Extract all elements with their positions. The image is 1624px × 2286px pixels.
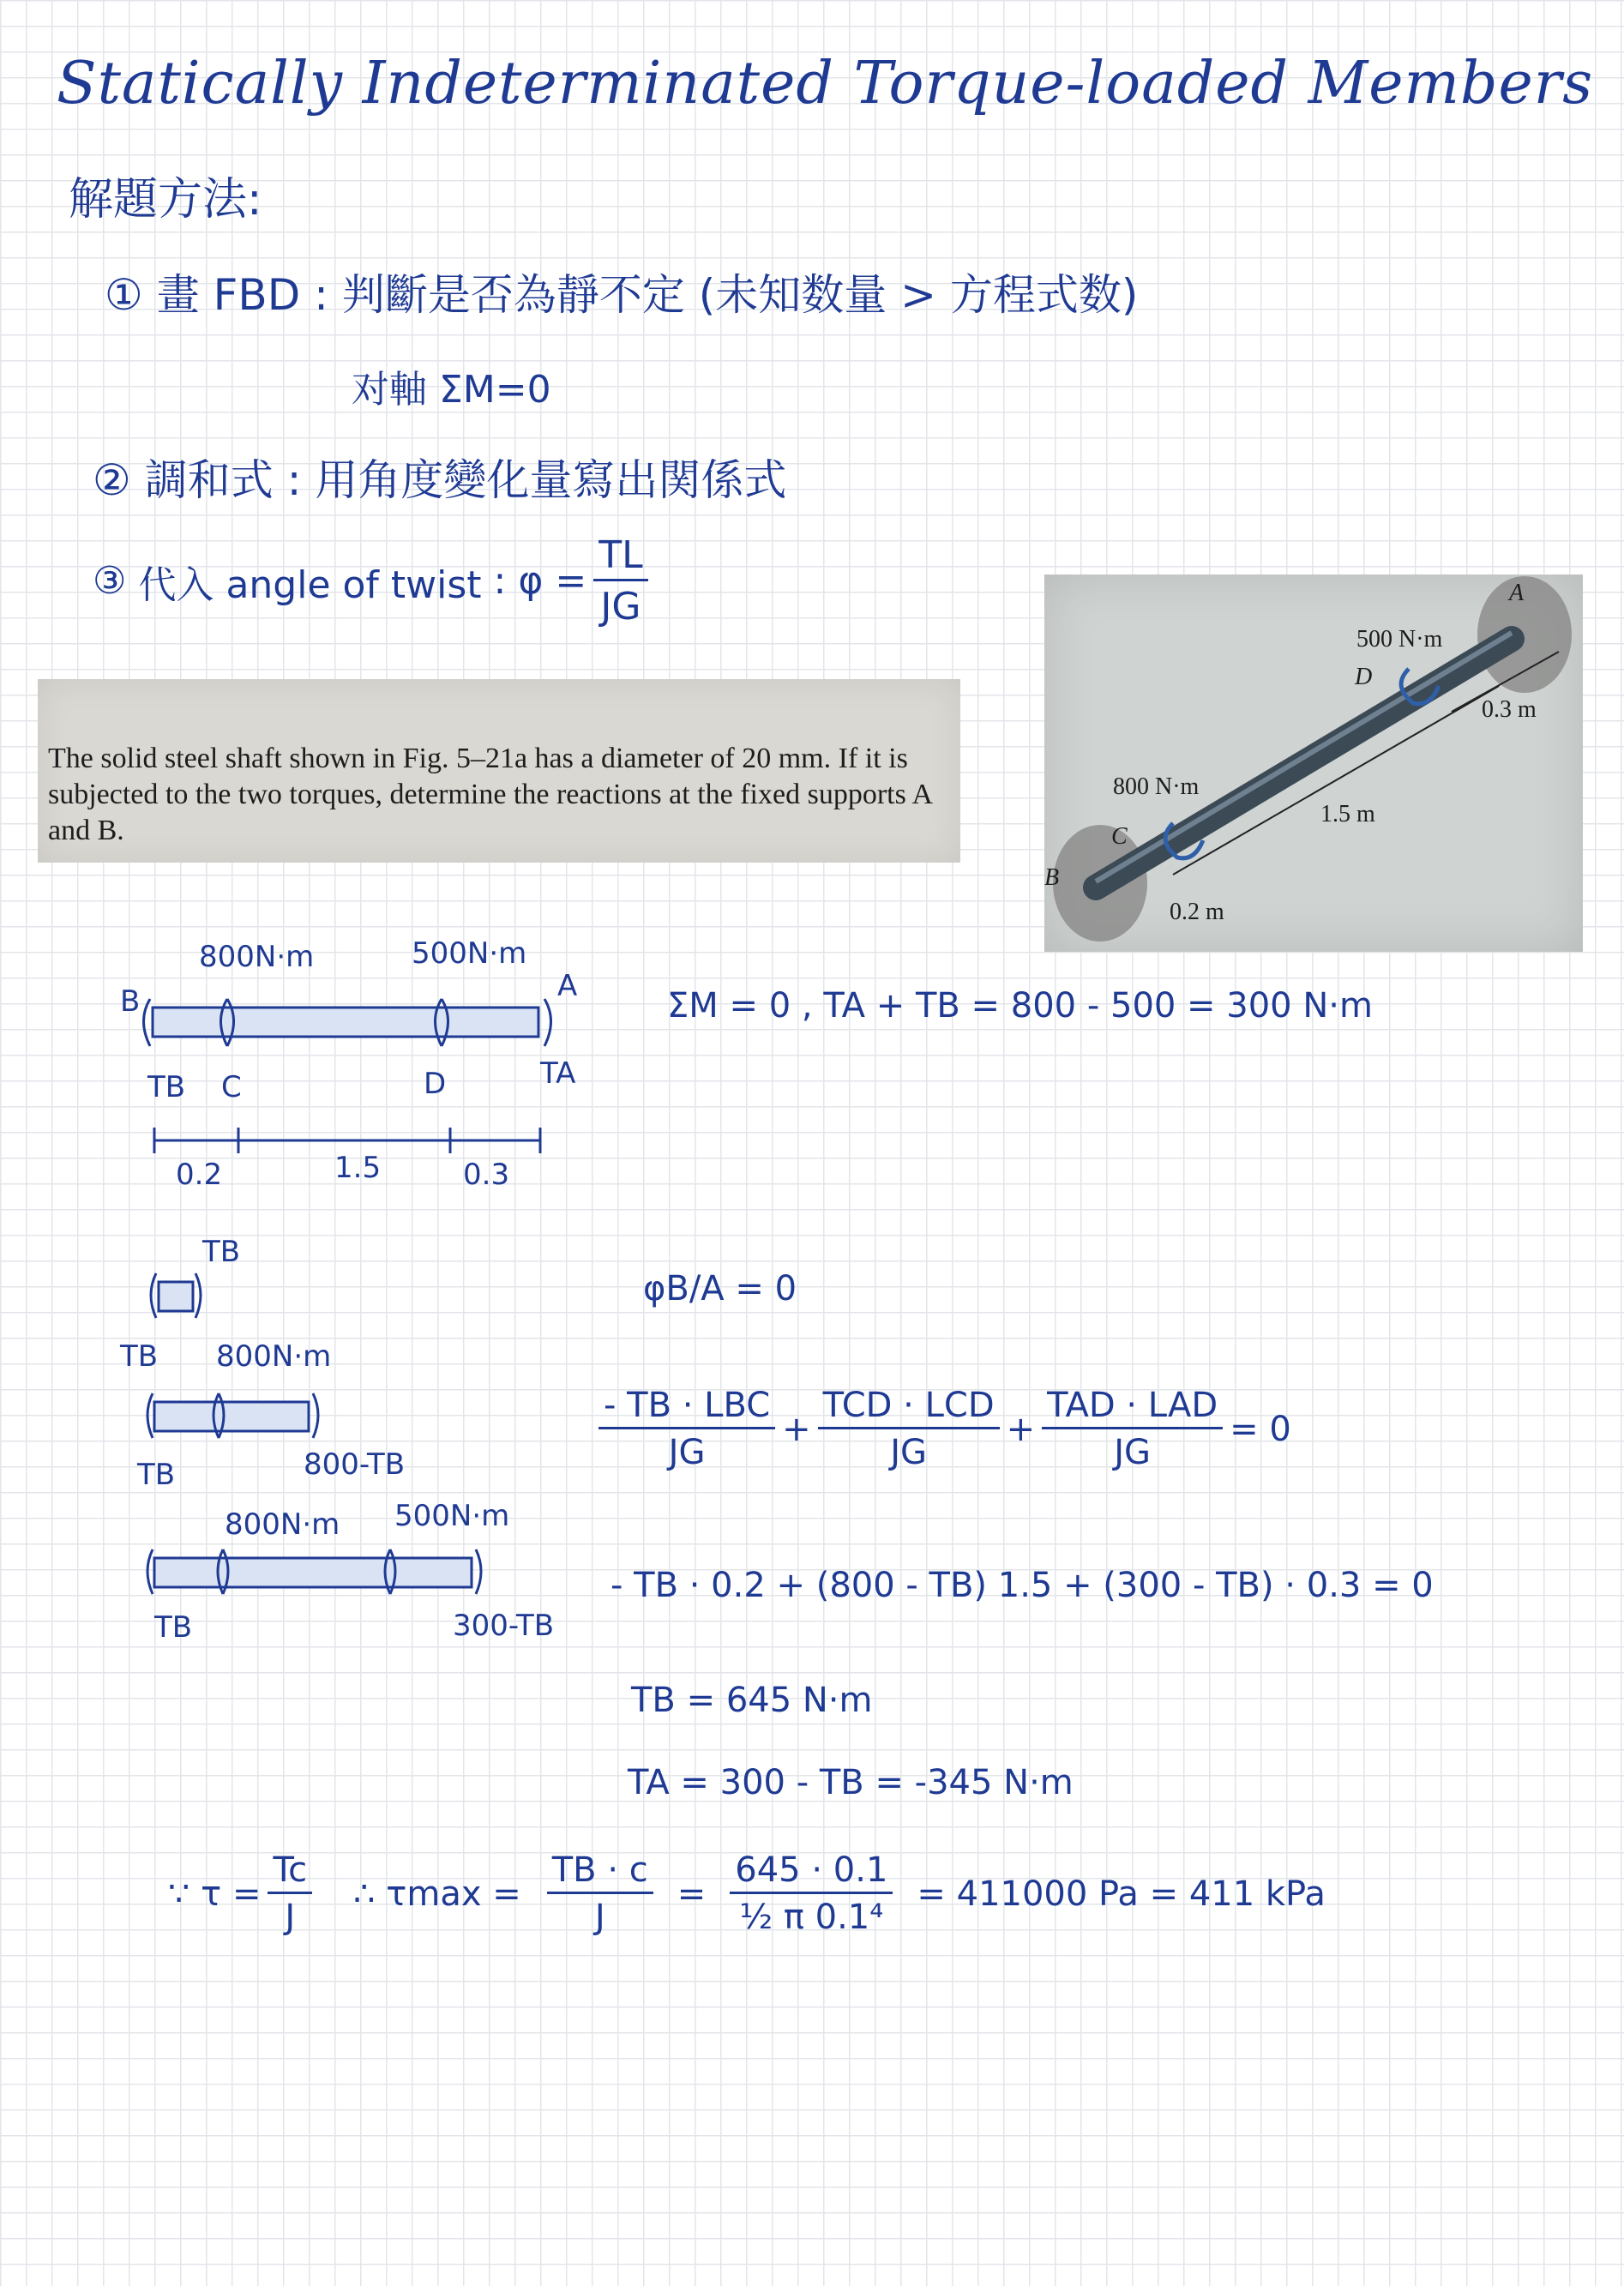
plus-1: + (782, 1409, 811, 1449)
step-3 (93, 533, 655, 629)
sk-d: D (424, 1067, 447, 1101)
eq-zero: = 0 (1230, 1409, 1291, 1449)
seg3-500: 500N·m (394, 1499, 510, 1533)
step-1-label: 畫 FBD (156, 270, 301, 320)
sk-ta: TA (540, 1056, 576, 1091)
because-tau: ∵ τ = (168, 1874, 262, 1914)
step-3-label: 代入 angle of twist (138, 562, 482, 607)
sk-d3: 0.3 (463, 1158, 510, 1192)
sk-d2: 1.5 (334, 1151, 382, 1185)
problem-text: The solid steel shaft shown in Fig. 5–21a has a diameter of 20 mm. If it is subjected to the two torques, determine the reactions at the fixed supports A and B. (48, 743, 932, 846)
value-frac: $\frac{645 \cdot 0.1}{\text{½ π 0.1⁴}}$ (730, 1850, 893, 1937)
seg3-tb: TB (154, 1610, 193, 1645)
fig-len-ad: 0.3 m (1482, 696, 1537, 723)
segment-sketches (129, 1252, 643, 1612)
shaft-figure-photo (1044, 575, 1583, 952)
fig-torque-d: 500 N·m (1356, 626, 1443, 653)
step-3-num: ③ (93, 559, 127, 603)
step-2-text: : 用角度變化量寫出関係式 (286, 455, 787, 505)
step-1-num: ① (105, 270, 143, 320)
frac-num: TL (593, 533, 647, 581)
seg1-tb: TB (120, 1339, 159, 1374)
method-heading: 解題方法: (69, 174, 262, 226)
eq-compat (592, 1386, 1291, 1472)
frac-den: JG (600, 585, 641, 629)
sk-d1: 0.2 (176, 1158, 223, 1192)
sk-t800: 800N·m (199, 940, 315, 974)
step-3-text: : φ = (493, 559, 587, 603)
step-2-num: ② (93, 455, 131, 505)
eq-sign: = (677, 1874, 707, 1914)
step-1-text: : 判斷是否為靜不定 (未知数量 > 方程式数) (314, 270, 1139, 320)
fig-label-c: C (1111, 823, 1128, 850)
step-1 (105, 261, 1138, 322)
eq-ta: TA = 300 - TB = -345 N·m (628, 1763, 1074, 1802)
eq-sum: ΣM = 0 , TA + TB = 800 - 500 = 300 N·m (667, 986, 1373, 1026)
sk-tb: TB (147, 1070, 186, 1104)
step-2 (93, 446, 786, 508)
step-2-label: 調和式 (144, 455, 274, 505)
problem-photo (38, 679, 960, 863)
result: = 411000 Pa = 411 kPa (917, 1874, 1326, 1914)
seg1-tb-top: TB (202, 1235, 241, 1269)
eq-frac-3: $\frac{\text{TAD · LAD}}{JG}$ (1042, 1386, 1223, 1472)
page-title: Statically Indeterminated Torque-loaded Members (57, 50, 1594, 117)
therefore-tmax: ∴ τmax = (353, 1874, 521, 1914)
eq-tb: TB = 645 N·m (631, 1681, 873, 1720)
seg2-right: 800-TB (304, 1447, 406, 1482)
tmax-frac: $\frac{TB \cdot c}{J}$ (547, 1850, 653, 1937)
step-3-fraction (593, 533, 647, 629)
plus-2: + (1006, 1409, 1036, 1449)
fig-torque-c: 800 N·m (1113, 773, 1200, 800)
seg2-800: 800N·m (216, 1339, 332, 1374)
fbd-sketch (120, 952, 720, 1192)
eq-line3: - TB · 0.2 + (800 - TB) 1.5 + (300 - TB) · 0.3 = 0 (611, 1566, 1434, 1605)
fig-label-d: D (1355, 664, 1373, 690)
shaft-drawing (1044, 575, 1583, 952)
tau-frac: $\frac{Tc}{J}$ (268, 1850, 312, 1937)
sk-c: C (221, 1070, 242, 1104)
fig-label-b: B (1044, 864, 1060, 891)
fig-label-a: A (1509, 580, 1525, 606)
seg2-tb: TB (137, 1458, 176, 1492)
eq-frac-1: $\frac{\text{- TB · LBC}}{JG}$ (598, 1386, 775, 1472)
sk-t500: 500N·m (412, 936, 527, 971)
eq-phi: φB/A = 0 (643, 1269, 797, 1308)
eq-shear (168, 1850, 1326, 1937)
step-1-sub: 对軸 ΣM=0 (352, 368, 551, 412)
eq-frac-2: $\frac{\text{TCD · LCD}}{JG}$ (818, 1386, 1000, 1472)
sk-a: A (557, 969, 578, 1003)
seg3-800: 800N·m (225, 1507, 340, 1542)
fig-len-cd: 1.5 m (1320, 801, 1375, 827)
fig-len-bc: 0.2 m (1170, 899, 1224, 925)
sk-b: B (120, 984, 141, 1019)
seg3-right: 300-TB (453, 1609, 555, 1643)
